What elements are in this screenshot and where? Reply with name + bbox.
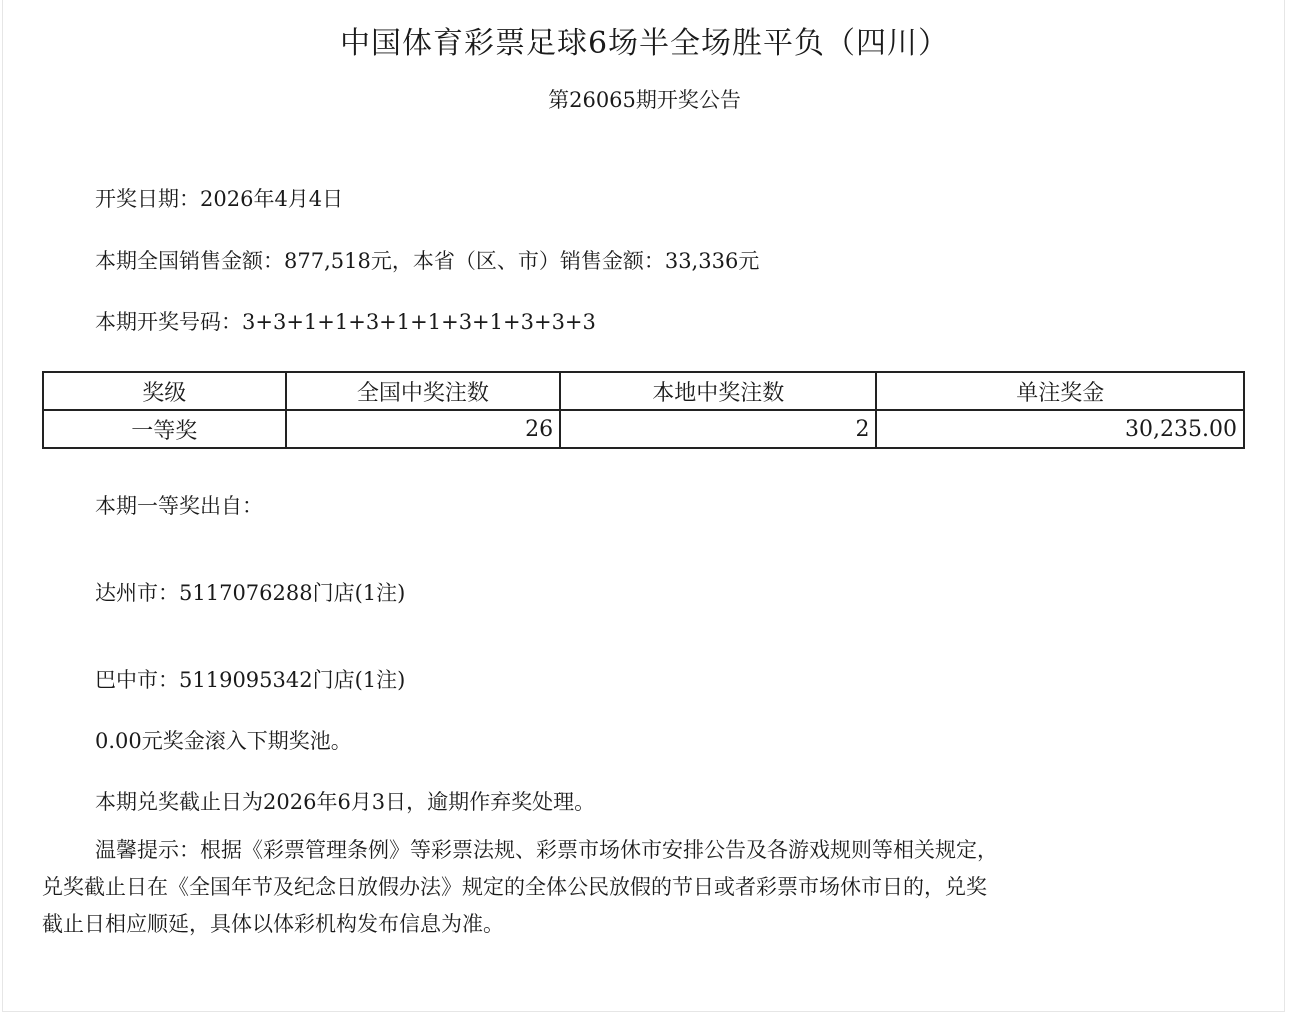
table-row <box>43 410 1244 448</box>
reminder-notice <box>42 832 1222 943</box>
reminder-line: 温馨提示：根据《彩票管理条例》等彩票法规、彩票市场休市安排公告及各游戏规则等相关规定， <box>95 838 998 862</box>
winner-item: 达州市：5117076288门店(1注) <box>95 581 406 605</box>
sales-amount: 本期全国销售金额：877,518元，本省（区、市）销售金额：33,336元 <box>95 249 760 273</box>
draw-date: 开奖日期：2026年4月4日 <box>95 187 344 211</box>
prize-level-cell: 一等奖 <box>43 410 286 448</box>
table-header-row <box>43 372 1244 410</box>
column-header-national: 全国中奖注数 <box>286 372 561 410</box>
column-header-level: 奖级 <box>43 372 286 410</box>
reminder-line: 兑奖截止日在《全国年节及纪念日放假办法》规定的全体公民放假的节日或者彩票市场休市日的，兑奖 <box>42 875 987 899</box>
winning-numbers: 本期开奖号码：3+3+1+1+3+1+1+3+1+3+3+3 <box>95 310 596 334</box>
winner-item: 巴中市：5119095342门店(1注) <box>95 668 406 692</box>
page-title: 中国体育彩票足球6场半全场胜平负（四川） <box>339 26 950 61</box>
reminder-line: 截止日相应顺延，具体以体彩机构发布信息为准。 <box>42 912 504 936</box>
column-header-local: 本地中奖注数 <box>560 372 876 410</box>
claim-deadline: 本期兑奖截止日为2026年6月3日，逾期作弃奖处理。 <box>95 790 596 814</box>
rollover-note: 0.00元奖金滚入下期奖池。 <box>95 729 352 753</box>
page-subtitle: 第26065期开奖公告 <box>548 88 741 112</box>
prize-amount-cell: 30,235.00 <box>876 410 1244 448</box>
column-header-amount: 单注奖金 <box>876 372 1244 410</box>
local-winners-cell: 2 <box>560 410 876 448</box>
winners-intro: 本期一等奖出自： <box>95 494 263 518</box>
national-winners-cell: 26 <box>286 410 561 448</box>
prize-table <box>42 371 1245 449</box>
